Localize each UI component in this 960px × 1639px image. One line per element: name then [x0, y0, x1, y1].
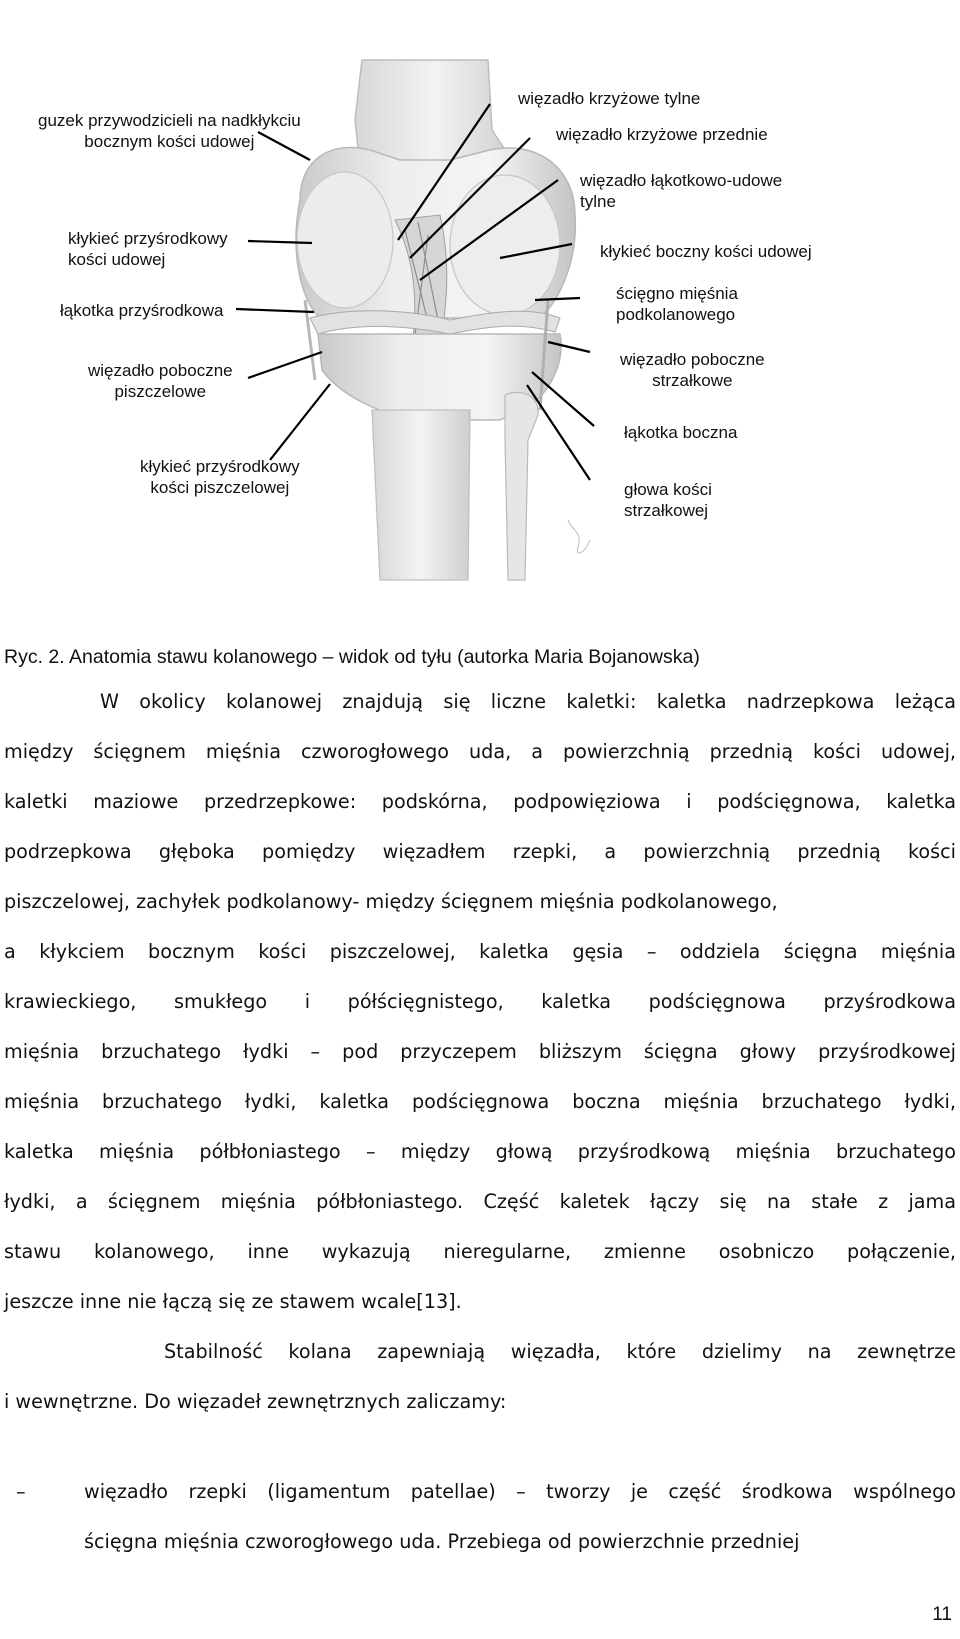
label-klykiec-przysrodkowy-piszczelowej: kłykieć przyśrodkowy kości piszczelowej — [140, 457, 300, 497]
label-klykiec-przysrodkowy-udowej: kłykieć przyśrodkowy kości udowej — [68, 229, 228, 269]
text-line: łydki, a ścięgnem mięśnia półbłoniastego. Część kaletek łączy się na stałe z jama — [4, 1190, 956, 1213]
text-line: jeszcze inne nie łączą się ze stawem wcale[13]. — [4, 1290, 462, 1313]
text-line: mięśnia brzuchatego łydki, kaletka podścięgnowa boczna mięśnia brzuchatego łydki, — [4, 1090, 956, 1113]
text-line: W okolicy kolanowej znajdują się liczne kaletki: kaletka nadrzepkowa leżąca — [100, 690, 956, 713]
fibula — [505, 392, 538, 580]
text-line: Stabilność kolana zapewniają więzadła, które dzielimy na zewnętrze — [164, 1340, 956, 1363]
text-line: kaletka mięśnia półbłoniastego – między głową przyśrodkową mięśnia brzuchatego — [4, 1140, 956, 1163]
label-glowa-kosci-strzalkowej: głowa kości strzałkowej — [624, 480, 712, 520]
label-wiezadlo-poboczne-piszczelowe: więzadło poboczne piszczelowe — [88, 361, 233, 401]
text-line: mięśnia brzuchatego łydki – pod przyczepem bliższym ścięgna głowy przyśrodkowej — [4, 1040, 956, 1063]
label-klykiec-boczny: kłykieć boczny kości udowej — [600, 242, 812, 261]
label-wiezadlo-krzyzowe-tylne: więzadło krzyżowe tylne — [518, 89, 701, 108]
text-line: stawu kolanowego, inne wykazują nieregularne, zmienne osobniczo połączenie, — [4, 1240, 956, 1263]
text-line: i wewnętrzne. Do więzadeł zewnętrznych zaliczamy: — [4, 1390, 507, 1413]
tibia-shaft — [372, 410, 470, 580]
knee-anatomy-figure — [0, 0, 960, 620]
label-guzek-przywodzicieli: guzek przywodzicieli na nadkłykciu bocznym kości udowej — [38, 111, 301, 151]
text-line: piszczelowej, zachyłek podkolanowy- między ścięgnem mięśnia podkolanowego, — [4, 890, 778, 913]
text-line: a kłykciem bocznym kości piszczelowej, kaletka gęsia – oddziela ścięgna mięśnia — [4, 940, 956, 963]
text-line: między ścięgnem mięśnia czworogłowego uda, a powierzchnią przednią kości udowej, — [4, 740, 956, 763]
text-line: krawieckiego, smukłego i półścięgnistego, kaletka podścięgnowa przyśrodkowa — [4, 990, 956, 1013]
label-wiezadlo-krzyzowe-przednie: więzadło krzyżowe przednie — [556, 125, 768, 144]
text-line: więzadło rzepki (ligamentum patellae) – tworzy je część środkowa wspólnego — [84, 1480, 956, 1503]
label-lakotka-boczna: łąkotka boczna — [624, 423, 738, 442]
list-bullet-dash: – — [16, 1480, 26, 1503]
artist-signature — [568, 520, 590, 553]
figure-caption: Ryc. 2. Anatomia stawu kolanowego – widok od tyłu (autorka Maria Bojanowska) — [4, 646, 700, 668]
text-line: ścięgna mięśnia czworogłowego uda. Przebiega od powierzchnie przedniej — [84, 1530, 800, 1553]
label-wiezadlo-poboczne-strzalkowe: więzadło poboczne strzałkowe — [620, 350, 765, 390]
label-sciegno-podkolanowego: ścięgno mięśnia podkolanowego — [616, 284, 738, 324]
text-line: podrzepkowa głęboka pomiędzy więzadłem rzepki, a powierzchnią przednią kości — [4, 840, 956, 863]
text-line: kaletki maziowe przedrzepkowe: podskórna, podpowięziowa i podścięgnowa, kaletka — [4, 790, 956, 813]
medial-condyle — [297, 172, 393, 308]
page-number: 11 — [932, 1604, 952, 1625]
label-lakotka-przysrodkowa: łąkotka przyśrodkowa — [60, 301, 224, 320]
label-wiezadlo-lakotkowo-udowe: więzadło łąkotkowo-udowe tylne — [580, 171, 783, 211]
